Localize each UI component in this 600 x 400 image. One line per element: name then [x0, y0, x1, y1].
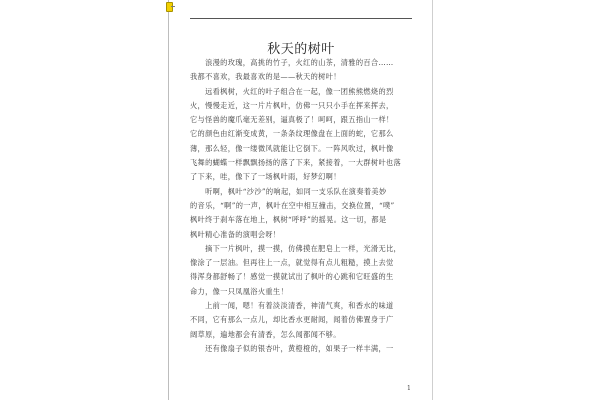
page-left-edge [168, 0, 169, 400]
text-line: 阔草原，遍地都会有清香，怎么闻都闻不够。 [190, 329, 341, 339]
text-line: 它与怪兽的魔爪毫无差别，逼真极了！呵呵，跟五指山一样！ [190, 115, 394, 125]
text-line: 浪漫的玫瑰，高挑的竹子，火红的山茶，清雅的百合…… [190, 58, 394, 67]
text-line: 像涂了一层油。但再往上一点，就觉得有点儿粗糙，摸上去觉 [190, 258, 394, 268]
text-line: 飞舞的蝴蝶一样飘飘扬扬的落了下来，紧接着，一大群树叶也落 [190, 158, 402, 168]
text-line: 了下来，哇，像下了一场枫叶雨，好梦幻啊！ [190, 172, 341, 182]
paragraph [190, 242, 412, 299]
text-line: 薄，那么轻，像一缕微风就能让它倒下。一阵风吹过，枫叶像 [190, 143, 394, 153]
header-rule [190, 18, 412, 19]
page-number: 1 [407, 385, 411, 392]
text-line: 火，慢慢走近，这一片片枫叶，仿佛一只只小手在挥来挥去， [190, 100, 394, 110]
paragraph [190, 342, 412, 356]
bookmark-icon[interactable] [166, 2, 173, 12]
text-line: 它的颜色由红渐变成黄，一条条纹理像盘在上面的蛇，它那么 [190, 129, 394, 139]
text-line: 听啊，枫叶“沙沙”的响起，如同一支乐队在演奏着美妙 [190, 186, 387, 196]
document-title: 秋天的树叶 [267, 42, 335, 57]
page-right-edge [432, 0, 433, 400]
document-body [190, 56, 412, 356]
paragraph [190, 85, 412, 185]
text-line: 不同，它有那么一点儿，却比香水更耐闻，闻着仿佛置身于广 [190, 315, 394, 325]
text-line: 摘下一片枫叶，摸一摸，仿佛摸在肥皂上一样，光滑无比， [190, 243, 402, 253]
text-line: 我都不喜欢，我最喜欢的是——秋天的树叶！ [190, 72, 341, 82]
text-line: 枫叶精心准备的演唱会呀！ [190, 229, 281, 239]
text-line: 远看枫树，火红的叶子组合在一起，像一团熊熊燃烧的烈 [190, 86, 394, 96]
margin-corner-mark [171, 6, 175, 7]
text-line: 的音乐，“啊”的一声，枫叶在空中相互撞击，交换位置，“噗” [190, 200, 395, 210]
paragraph [190, 185, 412, 242]
paragraph [190, 56, 412, 85]
text-line: 命力，像一只凤凰浴火重生！ [190, 286, 288, 296]
text-line: 还有像扇子似的银杏叶，黄橙橙的，如果子一样丰满，一 [190, 343, 394, 353]
text-line: 得浑身都舒畅了！感觉一摸就试出了枫叶的心跳和它旺盛的生 [190, 272, 394, 282]
paragraph [190, 299, 412, 342]
text-line: 枫叶终于刹车落在地上，枫树“呼呼”的摇晃。这一切，都是 [190, 215, 387, 225]
text-line: 上前一闻，嗯！有着淡淡清香，神清气爽，和香水的味道 [190, 301, 394, 311]
